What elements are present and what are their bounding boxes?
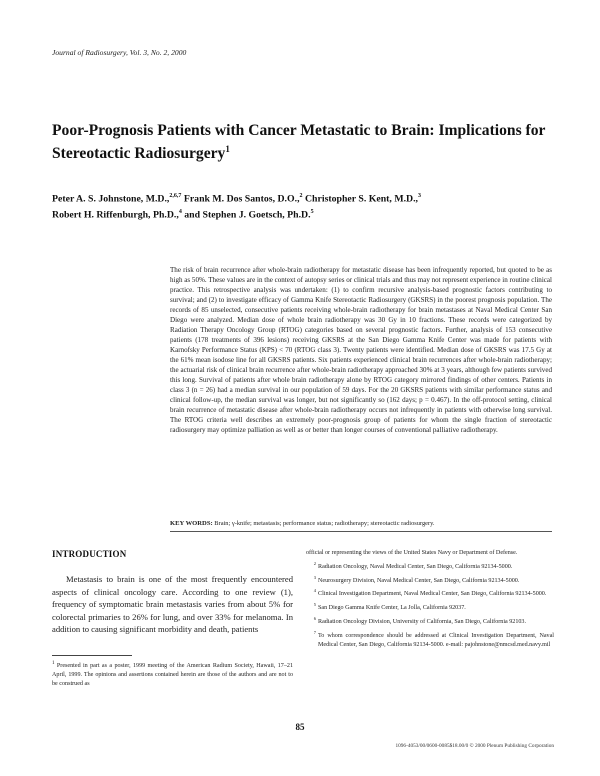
footnote-mark: 5 (313, 602, 316, 608)
abstract: The risk of brain recurrence after whole-brain radiotherapy for metastatic disease has been infrequently reported, but quoted to be as high as 50%. These values are in the context of autopsy series or clinical trials and thus may not represent experience in routine clinical practice. This retrospective analysis was undertaken: (1) to confirm recursive analysis-based prognostic factors contributing to survival; and (2) to investigate efficacy of Gamma Knife Stereotactic Radiosurgery (GKSRS) in the poorest prognosis population. The records of 85 unselected, consecutive patients receiving whole-brain radiotherapy for brain metastases at Naval Medical Center San Diego were analyzed. Median dose of whole brain radiotherapy was 30 Gy in 10 fractions. These records were categorized by Radiation Therapy Oncology Group (RTOG) categories based on several prognostic factors. Further, analysis of 153 consecutive patients (178 treatments of 396 lesions) receiving GKSRS at the San Diego Gamma Knife Center was made for patients with Karnofsky Performance Status (KPS) < 70 (RTOG class 3). Twenty patients were identified. Median dose of GKSRS was 17.5 Gy at the 61% mean isodose line for all GKSRS patients. Six patients experienced clinical brain recurrences after whole-brain radiotherapy; the actuarial risk of clinical brain recurrence after whole-brain radiotherapy approached 30% at 3 years, although few patients survived this long. Survival of patients after whole brain radiotherapy alone by RTOG category mirrored findings of other centers. Patients in class 3 (n = 26) had a median survival in our population of 59 days. For the 20 GKSRS patients with similar performance status and clinical follow-up, the median survival was longer, but not significantly so (162 days; p = 0.467). In the off-protocol setting, clinical brain recurrence of metastatic disease after whole-brain radiotherapy occurs not infrequently in patients with otherwise long survival. The RTOG criteria well describes an extremely poor-prognosis group of patients for whom the single fraction of stereotactic radiosurgery may optimize palliation as well as or better than longer courses of conventional palliative radiotherapy. (170, 266, 552, 434)
footnote (306, 629, 554, 650)
footnote (306, 574, 554, 586)
author-affiliation-mark: 3 (418, 193, 421, 199)
footnote-text: Neurosurgery Division, Naval Medical Center, San Diego, California 92134-5000. (318, 577, 520, 584)
footnote (306, 587, 554, 599)
author-affiliation-mark: 5 (310, 208, 314, 215)
footnote-divider (52, 655, 132, 656)
keywords (170, 520, 552, 527)
article-title-text: Poor-Prognosis Patients with Cancer Metastatic to Brain: Implications for Stereotactic Radiosurgery (52, 122, 546, 163)
author-affiliation-mark: 4 (178, 208, 182, 215)
footnote-text: Presented in part as a poster, 1999 meeting of the American Radium Society, Hawaii, 17–21 April, 1999. The opinions and assertions contained herein are those of the authors and are not to be construed as (52, 663, 293, 687)
footnote-text: To whom correspondence should be addressed at Clinical Investigation Department, Naval Medical Center, San Diego, California 92134-5000. e-mail: pajohnstone@nmcsd.med.navy.mil (318, 632, 554, 648)
author-name: Peter A. S. Johnstone, M.D., (52, 193, 170, 205)
author-list (52, 190, 562, 222)
author-affiliation-mark: 2,6,7 (169, 193, 182, 199)
page-number: 85 (295, 722, 305, 732)
footnote (306, 560, 554, 572)
copyright-line: 1096-4053/00/0600-0085$18.00/0 © 2000 Plenum Publishing Corporation (395, 743, 554, 749)
author-name: and Stephen J. Goetsch, Ph.D. (184, 209, 311, 221)
section-heading-introduction: INTRODUCTION (52, 549, 127, 559)
article-title (52, 121, 552, 163)
abstract-divider (170, 531, 552, 532)
journal-citation: Journal of Radiosurgery, Vol. 3, No. 2, 2000 (52, 48, 187, 57)
footnote (52, 659, 293, 688)
keywords-label: KEY WORDS: (170, 520, 213, 527)
footnote (306, 615, 554, 627)
keywords-text: Brain; γ-knife; metastasis; performance status; radiotherapy; stereotactic radiosurgery. (214, 520, 435, 527)
footnote-text: official or representing the views of the United States Navy or Department of Defense. (306, 550, 518, 556)
footnote-mark: 7 (313, 629, 316, 635)
footnote (306, 601, 554, 613)
introduction-paragraph: Metastasis to brain is one of the most frequently encountered aspects of clinical oncology care. According to one review (1), frequency of symptomatic brain metastasis varies from about 5% for colorectal primaries to 26% for lung, and over 33% for melanoma. In addition to causing significant morbidity and death, patients (52, 574, 293, 635)
author-name: Frank M. Dos Santos, D.O., (183, 193, 300, 205)
title-footnote-mark: 1 (225, 144, 230, 154)
footnote-mark: 4 (313, 588, 316, 594)
author-affiliation-mark: 2 (299, 193, 303, 199)
footnote-text: Radiation Oncology Division, University of California, San Diego, California 92103. (318, 619, 527, 626)
footnote-text: San Diego Gamma Knife Center, La Jolla, California 92037. (318, 605, 466, 612)
footnote-text: Clinical Investigation Department, Naval Medical Center, San Diego, California 92134-5000. (318, 591, 547, 598)
footnote-column (306, 549, 554, 652)
footnote-mark: 2 (313, 560, 316, 566)
author-name: Robert H. Riffenburgh, Ph.D., (52, 209, 179, 221)
author-name: Christopher S. Kent, M.D., (304, 193, 418, 205)
footnote-mark: 6 (313, 616, 316, 622)
footnote-text: Radiation Oncology, Naval Medical Center, San Diego, California 92134-5000. (318, 563, 513, 570)
footnote-mark: 3 (313, 574, 316, 580)
footnote (306, 549, 554, 558)
footnote-mark: 1 (52, 660, 55, 666)
